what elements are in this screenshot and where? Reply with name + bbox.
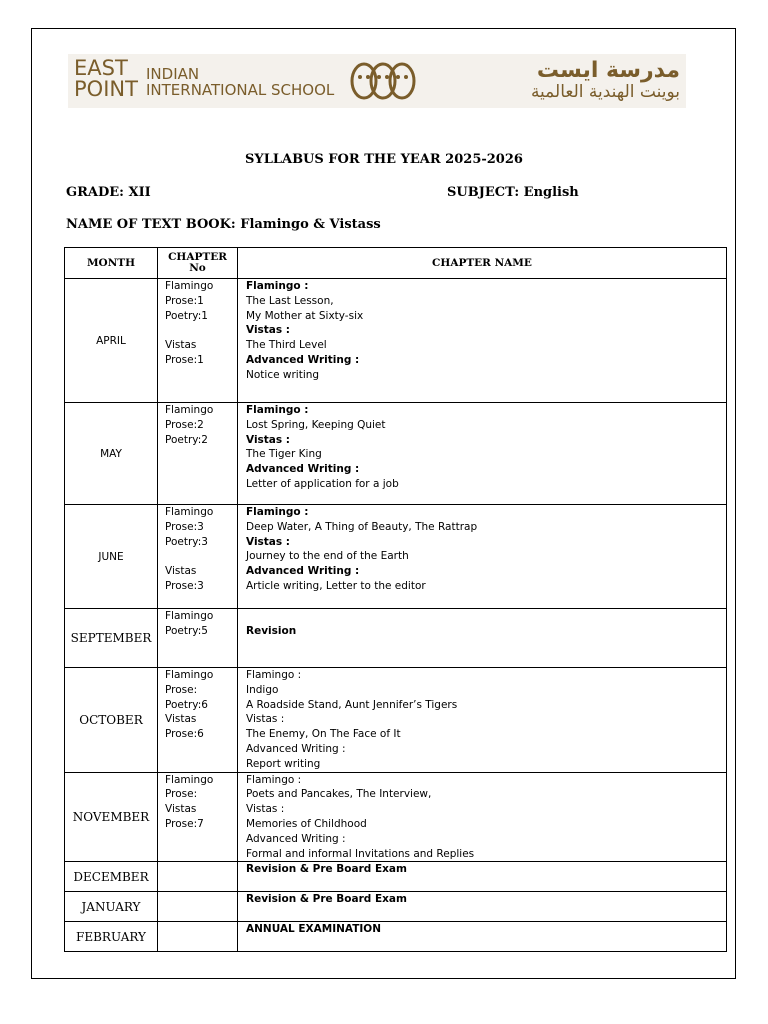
table-row: [65, 668, 727, 773]
chapter-name-line: Journey to the end of the Earth: [246, 550, 409, 563]
chapter-name-line: Vistas :: [246, 803, 285, 816]
month-cell: OCTOBER: [65, 668, 158, 773]
chapter-name-line: Report writing: [246, 757, 321, 770]
chapter-section-heading: Advanced Writing :: [246, 565, 360, 578]
table-row: [65, 922, 727, 952]
chapter-no-cell: [158, 609, 238, 668]
chapter-no-line: Flamingo: [165, 280, 214, 292]
chapter-no-line: Poetry:5: [165, 624, 208, 637]
chapter-no-line: Prose:3: [165, 579, 204, 592]
logo-indian-text: INDIAN: [146, 65, 200, 83]
month-cell: DECEMBER: [65, 862, 158, 892]
chapter-no-line: Prose:7: [165, 817, 204, 830]
month-cell: MAY: [65, 403, 158, 505]
chapter-no-line: Flamingo: [165, 669, 214, 681]
month-cell: JUNE: [65, 505, 158, 609]
chapter-name-line: The Third Level: [246, 339, 327, 352]
table-row: [65, 403, 727, 505]
chapter-name-cell: [238, 403, 727, 505]
chapter-name-line: Vistas :: [246, 713, 285, 726]
table-row: [65, 505, 727, 609]
month-header: MONTH: [65, 248, 158, 279]
chapter-no-cell: [158, 279, 238, 403]
chapter-no-cell: [158, 772, 238, 862]
subject-label: SUBJECT: English: [447, 185, 579, 200]
chapter-name-line: The Last Lesson,: [246, 294, 334, 307]
logo-school-name: [146, 66, 334, 98]
chapter-name-cell: [238, 772, 727, 862]
chapter-name-cell: [238, 922, 727, 952]
chapter-name-cell: [238, 892, 727, 922]
chapter-name-line: The Enemy, On The Face of It: [246, 728, 401, 741]
chapter-no-line: Prose:1: [165, 353, 204, 366]
chapter-name-line: The Tiger King: [246, 448, 322, 461]
chapter-no-cell: [158, 922, 238, 952]
chapter-no-line: Prose:: [165, 683, 198, 696]
faces-emblem-icon: [348, 58, 418, 104]
chapter-name-cell: [238, 279, 727, 403]
chapter-name-line: Letter of application for a job: [246, 477, 399, 490]
logo-arabic-line1: مدرسة ايست: [536, 58, 680, 83]
chapter-name-line: Flamingo :: [246, 669, 302, 681]
chapter-no-header: CHAPTER No: [158, 248, 238, 279]
chapter-name-line: Lost Spring, Keeping Quiet: [246, 418, 386, 431]
chapter-no-cell: [158, 668, 238, 773]
logo-east-text: EAST: [74, 56, 128, 80]
table-row: [65, 772, 727, 862]
chapter-no-line: Poetry:2: [165, 433, 208, 446]
chapter-no-line: Prose:: [165, 788, 198, 801]
chapter-no-line: Prose:3: [165, 520, 204, 533]
document-title: SYLLABUS FOR THE YEAR 2025-2026: [245, 152, 523, 167]
chapter-name-line: Deep Water, A Thing of Beauty, The Rattrap: [246, 520, 478, 533]
chapter-no-line: Flamingo: [165, 773, 214, 786]
chapter-no-line: Vistas: [165, 339, 197, 352]
chapter-no-line: Flamingo: [165, 404, 214, 416]
month-cell: APRIL: [65, 279, 158, 403]
chapter-name-header: CHAPTER NAME: [238, 248, 727, 279]
chapter-name-line: Notice writing: [246, 368, 320, 381]
logo-international-text: INTERNATIONAL SCHOOL: [146, 81, 335, 99]
chapter-section-heading: Revision: [246, 624, 297, 637]
chapter-no-line: Vistas: [165, 803, 197, 816]
chapter-name-line: Memories of Childhood: [246, 817, 367, 830]
chapter-section-heading: Flamingo :: [246, 280, 309, 292]
table-row: [65, 279, 727, 403]
logo-east-point: [74, 58, 138, 100]
chapter-section-heading: Advanced Writing :: [246, 463, 360, 476]
chapter-no-cell: [158, 892, 238, 922]
chapter-name-line: Indigo: [246, 683, 279, 696]
chapter-no-cell: [158, 862, 238, 892]
logo-point-text: POINT: [74, 77, 138, 101]
month-cell: FEBRUARY: [65, 922, 158, 952]
chapter-name-cell: [238, 609, 727, 668]
chapter-name-line: Flamingo :: [246, 773, 302, 786]
chapter-name-line: My Mother at Sixty-six: [246, 309, 364, 322]
month-cell: SEPTEMBER: [65, 609, 158, 668]
chapter-no-line: Prose:6: [165, 728, 204, 741]
chapter-no-line: Prose:1: [165, 294, 204, 307]
chapter-section-heading: Revision & Pre Board Exam: [246, 893, 407, 906]
chapter-no-line: Vistas: [165, 713, 197, 726]
logo-arabic-name: [448, 58, 680, 102]
logo-arabic-line2: بوينت الهندية العالمية: [530, 82, 680, 102]
chapter-name-cell: [238, 862, 727, 892]
chapter-no-cell: [158, 505, 238, 609]
table-row: [65, 609, 727, 668]
table-row: [65, 892, 727, 922]
chapter-name-line: Article writing, Letter to the editor: [246, 579, 426, 592]
chapter-name-line: Poets and Pancakes, The Interview,: [246, 788, 432, 801]
chapter-section-heading: Vistas :: [246, 433, 290, 446]
chapter-no-line: Flamingo: [165, 610, 214, 622]
chapter-no-line: Poetry:3: [165, 535, 208, 548]
chapter-section-heading: Vistas :: [246, 535, 290, 548]
chapter-name-line: Formal and informal Invitations and Replies: [246, 847, 475, 860]
chapter-no-line: Poetry:6: [165, 698, 208, 711]
chapter-no-line: Flamingo: [165, 506, 214, 518]
textbook-label: NAME OF TEXT BOOK: Flamingo & Vistass: [66, 217, 381, 232]
chapter-no-line: Poetry:1: [165, 309, 208, 322]
chapter-section-heading: Flamingo :: [246, 404, 309, 416]
chapter-no-line: [165, 323, 237, 338]
month-cell: NOVEMBER: [65, 772, 158, 862]
chapter-name-cell: [238, 668, 727, 773]
school-logo: [68, 54, 686, 108]
chapter-name-line: Advanced Writing :: [246, 742, 346, 755]
table-header-row: [65, 248, 727, 279]
chapter-no-cell: [158, 403, 238, 505]
chapter-section-heading: Flamingo :: [246, 506, 309, 518]
chapter-name-line: [246, 609, 726, 624]
chapter-section-heading: ANNUAL EXAMINATION: [246, 923, 382, 936]
chapter-section-heading: Vistas :: [246, 324, 290, 337]
chapter-name-cell: [238, 505, 727, 609]
table-row: [65, 862, 727, 892]
chapter-section-heading: Advanced Writing :: [246, 353, 360, 366]
chapter-no-line: [165, 549, 237, 564]
syllabus-table: [64, 247, 727, 952]
chapter-section-heading: Revision & Pre Board Exam: [246, 863, 407, 876]
chapter-name-line: A Roadside Stand, Aunt Jennifer’s Tigers: [246, 698, 458, 711]
grade-label: GRADE: XII: [66, 185, 151, 200]
chapter-no-line: Prose:2: [165, 418, 204, 431]
chapter-no-line: Vistas: [165, 565, 197, 578]
chapter-name-line: Advanced Writing :: [246, 832, 346, 845]
month-cell: JANUARY: [65, 892, 158, 922]
